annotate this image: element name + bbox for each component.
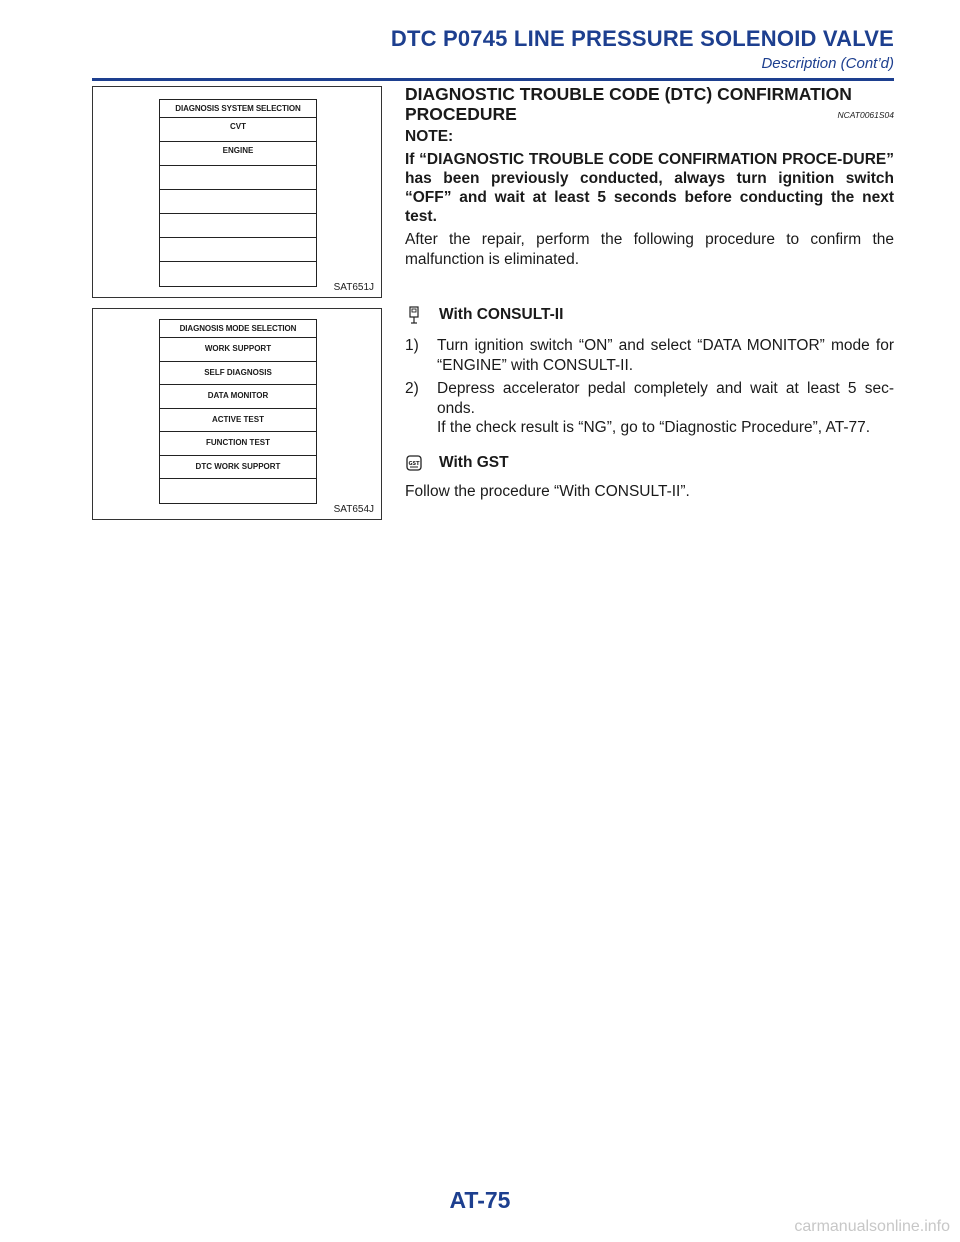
gst-method-label: With GST xyxy=(439,454,509,471)
gst-paragraph: Follow the procedure “With CONSULT-II”. xyxy=(405,483,690,500)
page-header-title: DTC P0745 LINE PRESSURE SOLENOID VALVE xyxy=(390,26,894,51)
gst-tool-icon xyxy=(405,454,423,472)
screen-item-empty xyxy=(160,166,316,190)
watermark: carmanualsonline.info xyxy=(794,1218,950,1235)
screen-item-active-test: ACTIVE TEST xyxy=(160,409,316,433)
consult-method-heading xyxy=(405,306,563,324)
screen-item-empty xyxy=(160,262,316,286)
note-label: NOTE: xyxy=(405,128,454,145)
svg-text:GST: GST xyxy=(408,461,420,467)
screen-item-empty xyxy=(160,238,316,262)
check-result-text: If the check result is “NG”, go to “Diagnostic Procedure”, AT-77. xyxy=(437,419,871,436)
figure-mode-selection xyxy=(92,308,382,520)
consult-screen xyxy=(159,99,317,287)
screen-item-empty xyxy=(160,190,316,214)
screen-item-dtc-work-support: DTC WORK SUPPORT xyxy=(160,456,316,480)
screen-item-data-monitor: DATA MONITOR xyxy=(160,385,316,409)
screen-item-self-diagnosis: SELF DIAGNOSIS xyxy=(160,362,316,386)
step-text: Turn ignition switch “ON” and select “DATA MONITOR” mode for “ENGINE” with CONSULT-II. xyxy=(437,337,894,374)
screen-item-function-test: FUNCTION TEST xyxy=(160,432,316,456)
screen-item-cvt: CVT xyxy=(160,118,316,142)
figure-code: SAT651J xyxy=(333,282,374,293)
page-number: AT-75 xyxy=(449,1187,511,1213)
note-text: If “DIAGNOSTIC TROUBLE CODE CONFIRMATION PROCE-DURE” has been previously conducted, always turn ignition switch “OFF” and wait at least 5 seconds before conducting the next test. xyxy=(405,151,894,225)
figure-system-selection xyxy=(92,86,382,298)
step-number: 1) xyxy=(405,337,419,354)
intro-paragraph: After the repair, perform the following procedure to confirm the malfunction is eliminated. xyxy=(405,231,894,268)
header-divider xyxy=(92,78,894,81)
screen-title: DIAGNOSIS MODE SELECTION xyxy=(160,320,316,338)
step-number: 2) xyxy=(405,380,419,397)
screen-item-empty xyxy=(160,214,316,238)
screen-item-work-support: WORK SUPPORT xyxy=(160,338,316,362)
step-1 xyxy=(405,336,894,375)
consult-screen xyxy=(159,319,317,504)
step-text: Depress accelerator pedal completely and wait at least 5 sec-onds. xyxy=(437,380,894,417)
page-header-subtitle: Description (Cont’d) xyxy=(761,55,894,72)
gst-method-heading xyxy=(405,454,509,472)
section-heading: DIAGNOSTIC TROUBLE CODE (DTC) CONFIRMATION PROCEDURE xyxy=(405,84,852,124)
figure-code: SAT654J xyxy=(333,504,374,515)
screen-item-empty xyxy=(160,479,316,503)
section-code: NCAT0061S04 xyxy=(837,110,894,120)
screen-item-engine: ENGINE xyxy=(160,142,316,166)
consult-method-label: With CONSULT-II xyxy=(439,306,564,323)
step-2 xyxy=(405,379,894,438)
consult-tool-icon xyxy=(405,306,423,324)
screen-title: DIAGNOSIS SYSTEM SELECTION xyxy=(160,100,316,118)
